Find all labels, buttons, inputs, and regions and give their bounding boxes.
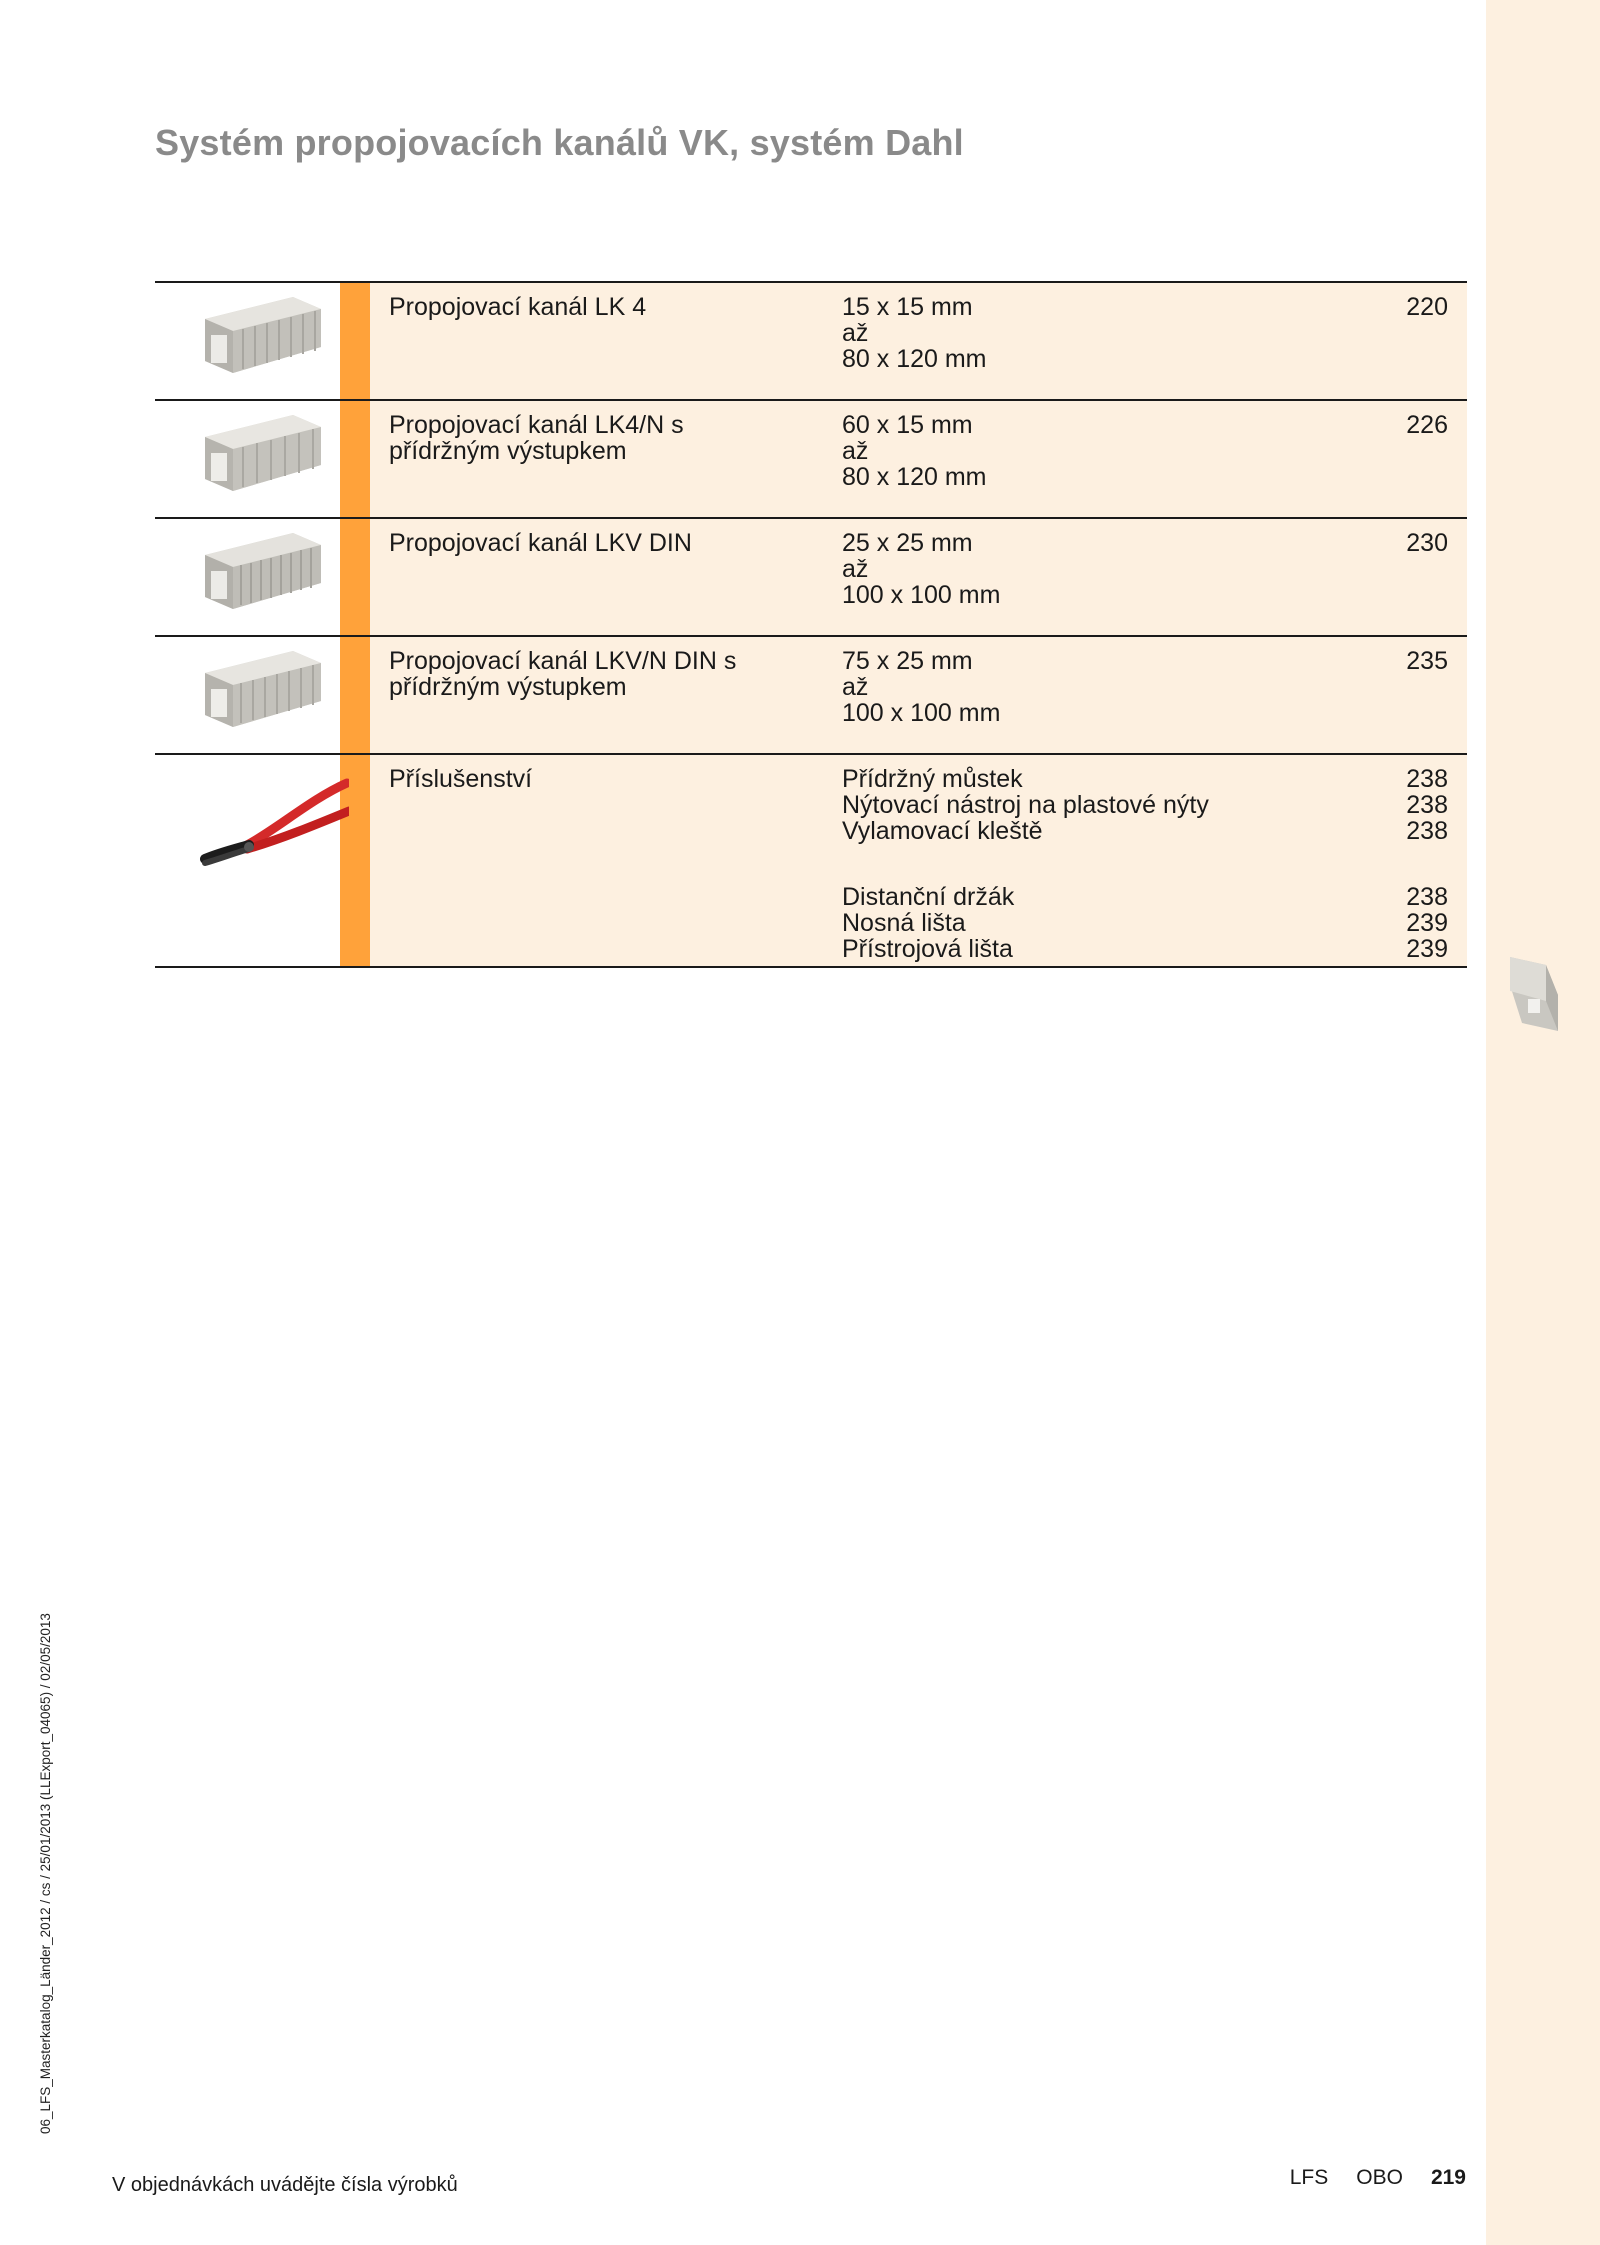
size-min: 15 x 15 mm	[842, 293, 973, 321]
product-image	[155, 401, 340, 517]
accessory-item: Přídržný můstek	[842, 765, 1023, 793]
product-image	[155, 519, 340, 635]
footer-brand-obo: OBO	[1356, 2166, 1403, 2189]
table-row[interactable]	[155, 519, 1467, 637]
page-reference-link[interactable]: 226	[1406, 411, 1448, 439]
page-reference-link[interactable]: 239	[1406, 935, 1448, 963]
accessory-item: Nýtovací nástroj na plastové nýty	[842, 791, 1209, 819]
cable-duct-icon	[197, 643, 325, 743]
accessory-item: Vylamovací kleště	[842, 817, 1043, 845]
accent-stripe	[340, 401, 370, 517]
table-row[interactable]	[155, 637, 1467, 755]
accessory-item: Nosná lišta	[842, 909, 966, 937]
product-name: Propojovací kanál LK 4	[389, 293, 647, 321]
product-name-continued: přídržným výstupkem	[389, 673, 627, 701]
footer-brand-lfs: LFS	[1289, 2166, 1329, 2189]
page-reference-link[interactable]: 235	[1406, 647, 1448, 675]
page-reference-link[interactable]: 238	[1406, 817, 1448, 845]
size-separator: až	[842, 319, 869, 347]
accent-stripe	[340, 283, 370, 399]
size-min: 60 x 15 mm	[842, 411, 973, 439]
size-max: 100 x 100 mm	[842, 699, 1001, 727]
size-min: 25 x 25 mm	[842, 529, 973, 557]
pliers-icon	[199, 769, 349, 879]
page-number: 219	[1430, 2166, 1466, 2189]
size-max: 80 x 120 mm	[842, 345, 987, 373]
product-name-continued: přídržným výstupkem	[389, 437, 627, 465]
table-row[interactable]	[155, 401, 1467, 519]
size-separator: až	[842, 673, 869, 701]
page-reference-link[interactable]: 239	[1406, 909, 1448, 937]
duct-thumbnail-icon	[1506, 955, 1562, 1035]
table-row[interactable]	[155, 755, 1467, 968]
page-title: Systém propojovacích kanálů VK, systém Dahl	[155, 122, 964, 163]
page-reference-link[interactable]: 238	[1406, 791, 1448, 819]
page-reference-link[interactable]: 238	[1406, 765, 1448, 793]
page-reference-link[interactable]: 230	[1406, 529, 1448, 557]
accent-stripe	[340, 637, 370, 753]
size-max: 80 x 120 mm	[842, 463, 987, 491]
size-min: 75 x 25 mm	[842, 647, 973, 675]
cable-duct-icon	[197, 525, 325, 625]
size-max: 100 x 100 mm	[842, 581, 1001, 609]
product-name: Propojovací kanál LK4/N s	[389, 411, 684, 439]
footer-brand	[1290, 2166, 1466, 2190]
cable-duct-icon	[197, 289, 325, 389]
cable-duct-icon	[197, 407, 325, 507]
product-name: Příslušenství	[389, 765, 533, 793]
product-image	[155, 283, 340, 399]
page-reference-link[interactable]: 220	[1406, 293, 1448, 321]
size-separator: až	[842, 437, 869, 465]
product-table	[155, 281, 1467, 968]
accessory-item: Přístrojová lišta	[842, 935, 1013, 963]
accessory-item: Distanční držák	[842, 883, 1015, 911]
footer-note: V objednávkách uvádějte čísla výrobků	[112, 2174, 458, 2196]
product-name: Propojovací kanál LKV/N DIN s	[389, 647, 737, 675]
page-reference-link[interactable]: 238	[1406, 883, 1448, 911]
accent-stripe	[340, 519, 370, 635]
product-image	[155, 637, 340, 753]
product-name: Propojovací kanál LKV DIN	[389, 529, 692, 557]
size-separator: až	[842, 555, 869, 583]
table-row[interactable]	[155, 283, 1467, 401]
right-margin-band	[1486, 0, 1600, 2245]
product-image	[155, 755, 340, 966]
print-metadata: 06_LFS_Masterkatalog_Länder_2012 / cs / 25/01/2013 (LLExport_04065) / 02/05/2013	[38, 1613, 53, 2134]
